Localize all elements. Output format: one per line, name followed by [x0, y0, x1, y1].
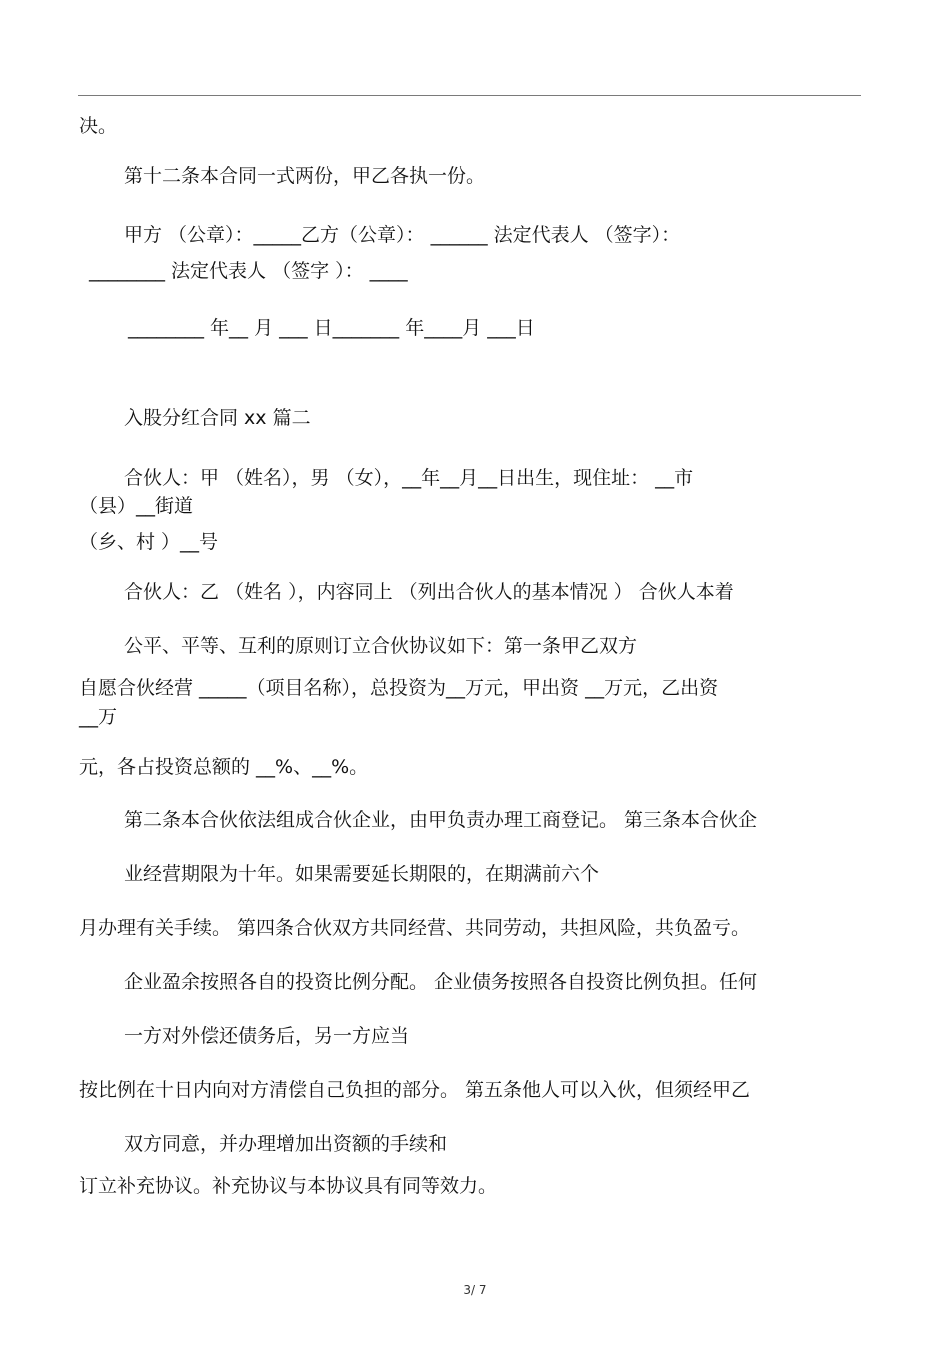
header-rule — [78, 95, 861, 96]
text-line: 按比例在十日内向对方清偿自己负担的部分。 第五条他人可以入伙，但须经甲乙 — [79, 1079, 751, 1101]
text-line: 订立补充协议。补充协议与本协议具有同等效力。 — [79, 1175, 498, 1197]
text-line: 第十二条本合同一式两份，甲乙各执一份。 — [124, 165, 486, 187]
text-line: 甲方 （公章）：_____乙方（公章）： ______ 法定代表人 （签字）： — [124, 224, 681, 246]
text-line: 月办理有关手续。 第四条合伙双方共同经营、共同劳动，共担风险，共负盈亏。 — [79, 917, 751, 939]
text-line: （乡、村 ）__号 — [79, 531, 219, 553]
text-line: ________ 法定代表人 （签字 ）： ____ — [89, 260, 408, 282]
section-title: 入股分红合同 xx 篇二 — [124, 407, 311, 429]
text-line: 业经营期限为十年。如果需要延长期限的，在期满前六个 — [124, 863, 600, 885]
text-line: 合伙人：甲 （姓名），男 （女），__年__月__日出生，现住址： __市 — [124, 467, 694, 489]
text-line: 合伙人：乙 （姓名 ），内容同上 （列出合伙人的基本情况 ） 合伙人本着 — [124, 581, 734, 603]
text-line: 公平、平等、互利的原则订立合伙协议如下：第一条甲乙双方 — [124, 635, 638, 657]
text-line: 决。 — [79, 115, 118, 137]
text-line: 元，各占投资总额的 __%、__%。 — [79, 756, 369, 778]
text-line: 双方同意，并办理增加出资额的手续和 — [124, 1133, 448, 1155]
text-line: 第二条本合伙依法组成合伙企业，由甲负责办理工商登记。 第三条本合伙企 — [124, 809, 758, 831]
text-line: 一方对外偿还债务后，另一方应当 — [124, 1025, 410, 1047]
text-line: 自愿合伙经营 _____（项目名称），总投资为__万元，甲出资 __万元，乙出资 — [79, 677, 719, 699]
page-number: 3/ 7 — [463, 1283, 487, 1297]
text-line: （县）__街道 — [79, 495, 194, 517]
date-line: ________ 年__ 月 ___ 日_______ 年____月 ___日 — [128, 317, 535, 339]
text-line: __万 — [79, 706, 118, 728]
text-line: 企业盈余按照各自的投资比例分配。 企业债务按照各自投资比例负担。任何 — [124, 971, 758, 993]
